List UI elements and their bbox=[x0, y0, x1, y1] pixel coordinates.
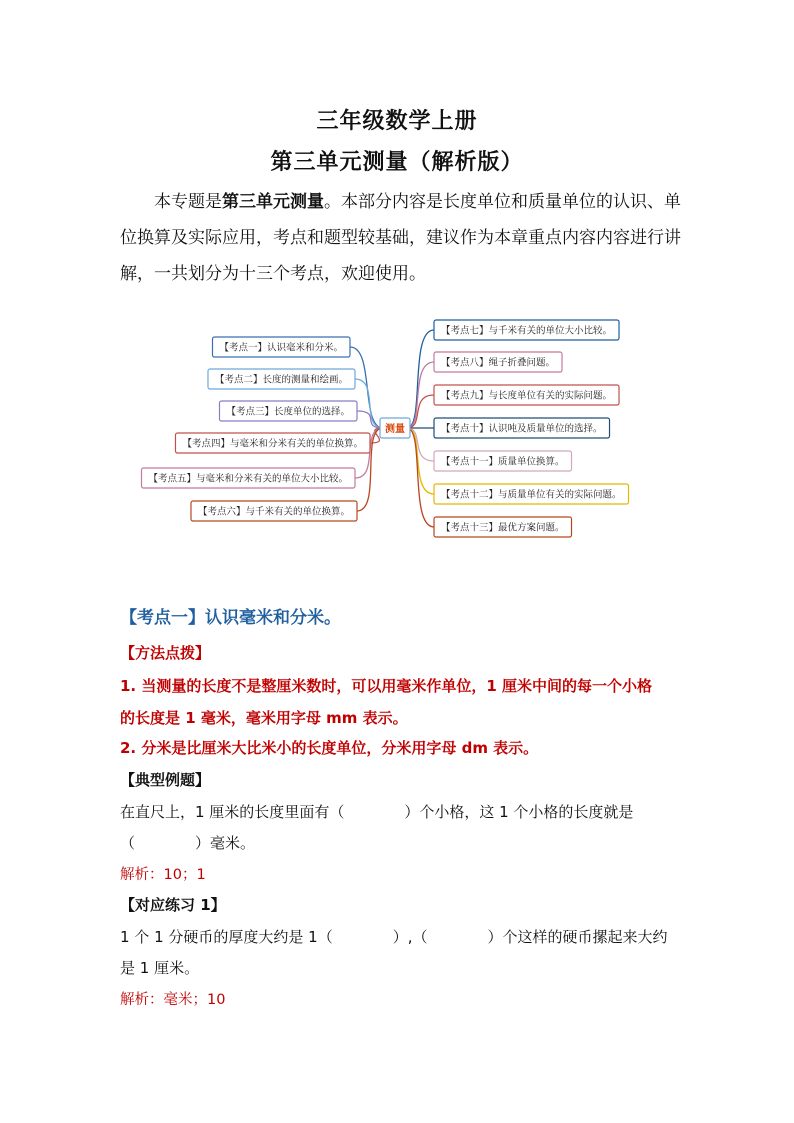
right-topic-node-5 bbox=[434, 451, 572, 471]
left-topic-label-2: 【考点二】长度的测量和绘画。 bbox=[214, 374, 348, 386]
intro-prefix: 本专题是 bbox=[154, 192, 222, 212]
left-topic-label-4: 【考点四】与毫米和分米有关的单位换算。 bbox=[182, 438, 363, 450]
right-topic-label-3: 【考点九】与长度单位有关的实际问题。 bbox=[441, 390, 613, 402]
left-topic-node-6 bbox=[191, 501, 357, 521]
practice-answer: 解析：毫米；10 bbox=[120, 992, 226, 1008]
example-question-a: 在直尺上，1 厘米的长度里面有（ ）个小格，这 1 个小格的长度就是 bbox=[120, 803, 634, 821]
center-node bbox=[380, 418, 410, 438]
right-topic-node-7 bbox=[434, 517, 572, 537]
intro-paragraph bbox=[120, 184, 685, 292]
right-topic-label-7: 【考点十三】最优方案问题。 bbox=[441, 522, 565, 534]
section-heading: 【考点一】认识毫米和分米。 bbox=[120, 608, 341, 628]
right-topic-label-2: 【考点八】绳子折叠问题。 bbox=[441, 357, 556, 369]
right-branch-5 bbox=[407, 428, 434, 461]
left-topic-label-6: 【考点六】与千米有关的单位换算。 bbox=[197, 506, 350, 518]
right-topic-node-3 bbox=[434, 385, 619, 405]
left-topic-node-2 bbox=[208, 369, 355, 389]
method-line-2: 2. 分米是比厘米大比米小的长度单位，分米用字母 dm 表示。 bbox=[120, 739, 539, 757]
mind-map bbox=[0, 310, 794, 550]
left-topic-node-3 bbox=[219, 401, 357, 421]
left-topic-label-5: 【考点五】与毫米和分米有关的单位大小比较。 bbox=[148, 473, 348, 485]
page-title: 三年级数学上册 bbox=[316, 109, 478, 134]
right-branch-3 bbox=[407, 395, 434, 428]
left-topic-node-4 bbox=[175, 433, 370, 453]
right-topic-label-4: 【考点十】认识吨及质量单位的选择。 bbox=[441, 423, 603, 435]
left-branch-3 bbox=[357, 411, 383, 428]
right-topic-label-1: 【考点七】与千米有关的单位大小比较。 bbox=[441, 325, 613, 337]
method-line-1a: 1. 当测量的长度不是整厘米数时，可以用毫米作单位，1 厘米中间的每一个小格 bbox=[120, 677, 653, 695]
center-label: 测量 bbox=[385, 424, 405, 435]
practice-heading: 【对应练习 1】 bbox=[120, 896, 226, 914]
right-topic-node-1 bbox=[434, 320, 619, 340]
right-topic-node-6 bbox=[434, 484, 629, 504]
method-line-1b: 的长度是 1 毫米，毫米用字母 mm 表示。 bbox=[120, 709, 408, 727]
intro-bold-topic: 第三单元测量 bbox=[222, 192, 324, 212]
example-question-b: （ ）毫米。 bbox=[120, 834, 256, 852]
page-subtitle: 第三单元测量（解析版） bbox=[270, 150, 524, 175]
left-topic-node-5 bbox=[141, 468, 355, 488]
right-topic-label-6: 【考点十二】与质量单位有关的实际问题。 bbox=[441, 489, 622, 501]
left-topic-label-3: 【考点三】长度单位的选择。 bbox=[226, 406, 350, 418]
right-topic-node-4 bbox=[434, 418, 610, 438]
left-topic-label-1: 【考点一】认识毫米和分米。 bbox=[219, 342, 343, 354]
left-topic-node-1 bbox=[212, 337, 350, 357]
example-heading: 【典型例题】 bbox=[120, 771, 211, 789]
right-topic-label-5: 【考点十一】质量单位换算。 bbox=[441, 456, 565, 468]
example-answer: 解析：10；1 bbox=[120, 867, 206, 883]
right-topic-node-2 bbox=[434, 352, 562, 372]
practice-question-a: 1 个 1 分硬币的厚度大约是 1（ ）,（ ）个这样的硬币摞起来大约 bbox=[120, 928, 668, 946]
practice-question-b: 是 1 厘米。 bbox=[120, 959, 200, 977]
intro-rest: 。本部分内容是长度单位和质量单位的认识、单位换算及实际应用，考点和题型较基础，建议作为本章重点内容内容进行讲解，一共划分为十三个考点，欢迎使用。 bbox=[120, 192, 681, 284]
method-heading: 【方法点拨】 bbox=[120, 644, 211, 662]
